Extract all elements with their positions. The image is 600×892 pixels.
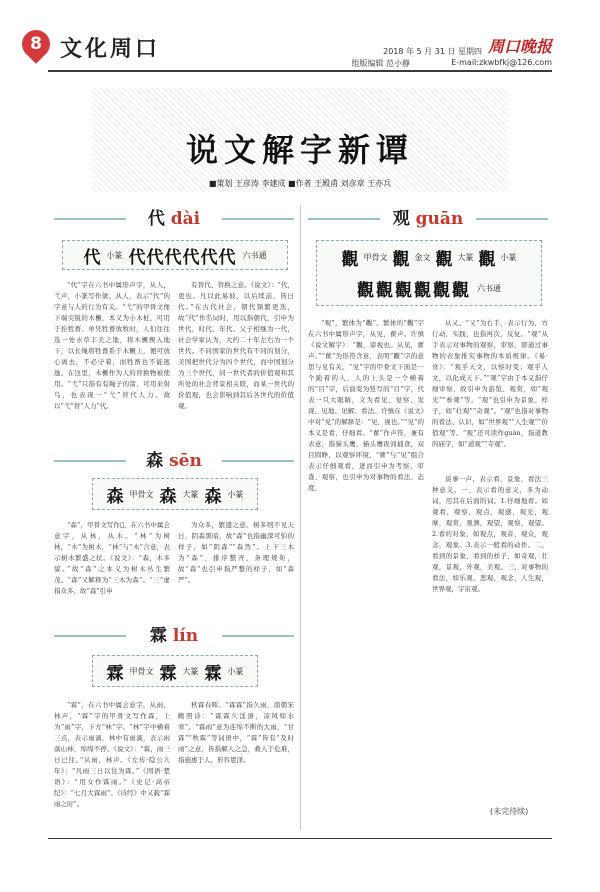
editor-credit: 组版编辑 范小静 <box>351 59 410 68</box>
sen-text-col-1: “森”，甲骨文写作𣘶，在六书中属会意字，从林，从木。“林”为树林，“木”为树木，“林”与“木”合意，表示树木繁盛之状。《说文》：“森，木多貌。”故“森”之本义为树木丛生繁茂。“森”又解释为“三木为森”。“三”虚指众多，故“森”引申 <box>54 521 170 595</box>
glyph-label: 甲骨文 <box>363 253 388 262</box>
guan-text-col-1: “观”，繁体为“觀”。繁体的“觀”字在六书中属形声字，从见，雚声。许慎《说文解字》：“觀，谛视也。从见，雚声。”“雚”为形符含意，表明“觀”字的意思与见有关。“见”字的甲骨文下面是一个跪着的人，人的上头是一个横着的“目”字，后演变为竖写的“目”字，代表一只大眼睛，义为看见、觉察、发现、见地、见解、看法。许慎在《说文》中对“见”的解释是：“见，视也。”“见”的本义是看，仔细看。“雚”作声符，兼有表意，指猫头鹰，猫头鹰夜间捕食，双目圆睁，以观察环境，“雚”与“见”组合表示仔细观看，进而引申为考察、审查、观察，也引申为对事物的看法、态度。 <box>308 319 424 492</box>
evolution-lin <box>92 655 258 687</box>
heading-guan-pinyin: guān <box>415 209 464 229</box>
glyph: 觀 <box>478 250 496 270</box>
evolution-guan <box>316 240 542 306</box>
lin-text-col-2: 秋霖春晖。“霖霖”指久雨，南朝宋鲍照诗：“霖霖久淫潦，凉风如水寒”。“霖雨”意为连绵不断的大雨，“甘霖”“秋霖”等词语中，“霖”皆有“及时雨”之意，皆指解人之急，救人于危难，指施惠于人。形容恩泽。 <box>178 701 294 764</box>
heading-guan-char: 观 <box>392 209 410 229</box>
page-title: 说文解字新谭 <box>185 131 414 169</box>
issue-date: 2018 年 5 月 31 日 星期四 <box>383 47 482 56</box>
header-rule <box>48 70 552 72</box>
heading-sen-pinyin: sēn <box>169 451 202 471</box>
heading-guan <box>308 208 548 230</box>
evolution-row <box>342 245 517 270</box>
glyph-label: 小篆 <box>106 250 123 260</box>
glyph-label: 小篆 <box>227 489 244 499</box>
sen-text-col-2: 为众多，繁盛之意。树多则不见天日，阴森黑暗，故“森”也指幽深可怕的样子，如“阴森”“森然”。上下三木为“森”，排序整齐，条理规矩，故“森”也引申指严整的样子，如“森严”。 <box>178 521 294 584</box>
glyph: 觀 <box>435 250 453 270</box>
heading-sen-char: 森 <box>146 451 164 471</box>
editor-email: E-mail:zkwbfkj@126.com <box>451 58 552 67</box>
glyph: 霖 <box>106 663 124 684</box>
glyph: 霖 <box>159 663 177 684</box>
to-be-continued: (未完待续) <box>490 807 529 816</box>
heading-lin-char: 霖 <box>149 626 167 646</box>
newspaper-logo: 周口晚报 <box>487 37 552 56</box>
glyph: 霖 <box>204 663 222 684</box>
glyph: 觀觀觀觀觀觀 <box>357 281 471 301</box>
glyph: 觀 <box>392 250 410 270</box>
footer-rule <box>48 838 552 839</box>
evolution-row <box>357 276 501 301</box>
section-title: 文化周口 <box>60 36 161 62</box>
byline: ■策划 王彦涛 李建成 ■作者 王殿甫 刘彦章 王亦兵 <box>208 179 392 188</box>
guan-text-col-3: 谈事一声，表示看，景象，看法三种意义。一、表示看的意义，多为动词，用其在后面的词。1.仔细地看。如观看，观察，观点，观感，观光，观摩，观赏，观测，观望，观察，观望。2.看的对象，如观点，观音，观众，观念，观象。3.表示一般看的动作。二、看到的景象，看到的样子，如奇观，壮观，景观，外观，美观。三、对事物的看法，如乐观，悲观，观念，人生观，世界观，宇宙观。 <box>432 475 548 593</box>
glyph: 觀 <box>341 250 359 270</box>
glyph-label: 六书通 <box>477 284 501 293</box>
dai-text-col-1: “代”字在六书中属形声字，从人，弋声，小篆写作㒅。从人，表示“代”的字意与人的行为有关。“弋”的甲骨文像下端尖锐的木橛，本义为小木桩，可用于拴牲畜。单凭牲畜放牧时，人们往往选一处水草丰美之地，将木橛揳入地下，以长绳将牲畜系于木橛上，便可放心离去，不必守着，而牲畜也不能逃逸。在这里，木橛作为人的替换物被使用。“弋”只指有有绳子的箭，可用来射鸟，也表现一“弋”替代人力。故以“弋”替“人力”代。 <box>54 281 170 410</box>
column-divider <box>300 205 301 830</box>
heading-sen <box>54 450 294 472</box>
glyph-label: 大篆 <box>182 489 199 499</box>
evolution-dai <box>62 240 288 270</box>
glyph-label: 小篆 <box>227 666 244 676</box>
heading-dai-pinyin: dài <box>170 209 201 229</box>
dai-text-col-2: 有替代、替换之意。《说文》：“代，更也。凡以此易彼，以后续前，皆曰代。”在古代社会，朝代频繁更迭，故“代”作名词时，用以指朝代，引申为世代，时代、年代。父子相继为一代，社会学家认为，大约二十年左右为一个世代。不同国家的世代有不同的划分，美国把世代分为四个世代，而中国划分为三个世代，同一世代者的价值观和其所处的社会背景相关联，而某一世代的价值观，也会影响到其后各世代的价值观。 <box>178 281 294 410</box>
glyph: 代 <box>83 247 101 268</box>
glyph: 代代代代代代 <box>128 247 237 268</box>
guan-text-col-2: 从又。“又”为右手，表示行为，方行动，实践，也指再次，反复。“观”从手表示对事物的观察，审察，即通过事物的表象推究事物的本质规律。《易·贲》：“观乎天文，以察时变；观乎人文，以化成天下。”“观”字由于本义指仔细审察，故引申为游览、观赏，如“观光”“参观”等。“观”也引申为景象、样子，如“壮观”“奇观”。“观”也指对事物的看法、认识，如“世界观”“人生观”“价值观”等。“观”还可读作guàn，指道教的庙宇，如“道观”“寺观”。 <box>432 319 548 448</box>
heading-lin <box>54 625 294 647</box>
glyph: 森 <box>106 486 124 507</box>
glyph: 森 <box>159 486 177 507</box>
heading-lin-pinyin: lín <box>172 626 199 646</box>
page-number: 8 <box>30 34 42 54</box>
heading-dai-char: 代 <box>147 209 165 229</box>
evolution-sen <box>92 478 258 510</box>
glyph-label: 大篆 <box>457 253 474 262</box>
heading-dai <box>54 208 294 230</box>
glyph-label: 六书通 <box>242 250 267 260</box>
glyph-label: 小篆 <box>500 253 517 262</box>
glyph-label: 甲骨文 <box>129 489 154 499</box>
glyph: 森 <box>204 486 222 507</box>
glyph-label: 大篆 <box>182 666 199 676</box>
glyph-label: 甲骨文 <box>129 666 154 676</box>
lin-text-col-1: “霖”，在六书中属会意字，从雨，林声，“霖”字的甲骨文写作霖，上为“雨”字，下方“林”字。“林”字中横着三点，表示雨滴，林中有雨滴，表示雨落山林，绵绵不停。《说文》：“霖，雨三日已往。”从雨，林声。《左传·隐公九年》：“凡雨三日以往为霖。”《国语·楚语》：“用女作霖雨。”《史记·高帝纪》：“七月大霖雨”。《诗经》中又载“霖雨之时”。 <box>54 701 170 808</box>
glyph-label: 金文 <box>414 253 431 262</box>
